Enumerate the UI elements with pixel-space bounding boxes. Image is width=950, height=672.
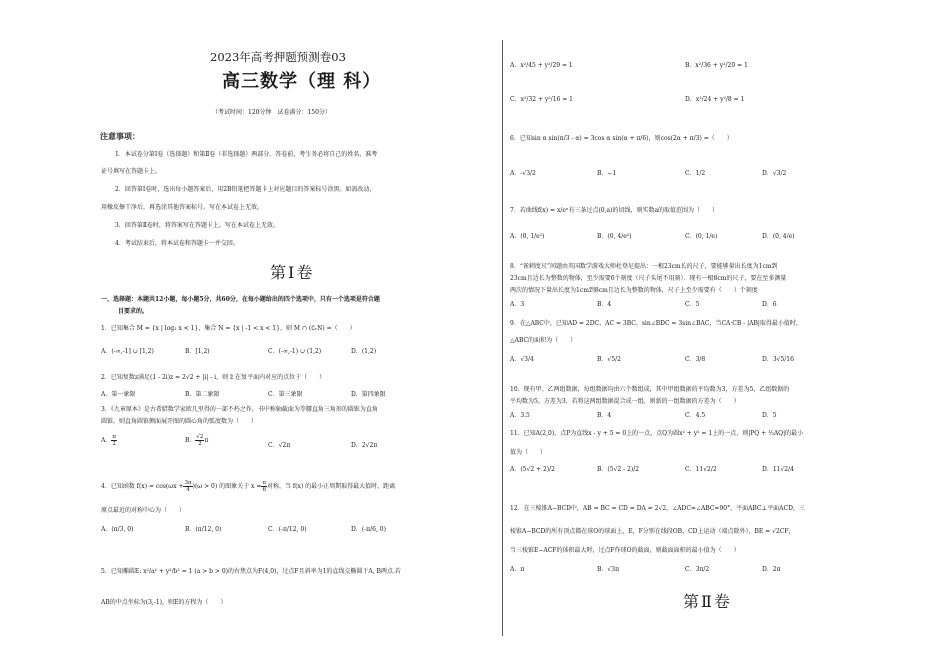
q4-option-b[interactable]: B．(π/12, 0) <box>185 526 222 533</box>
q3-line-2: 圆锥，则直角圆锥侧面展开图的圆心角的弧度数为（ ） <box>101 418 258 425</box>
q2-stem: 2．已知复数z满足(1 - 2i)z = 2√2 + |i| - i，则 z̄ 在复平面内对应的点位于（ ） <box>101 374 326 381</box>
q11-line-2: 值为（ ） <box>510 449 547 456</box>
q3-line-1: 3．《九章原本》是古希腊数学家欧几里得的一部不朽之作，书中称轴截面为等腰直角三角形的圆锥为直角 <box>101 406 378 413</box>
q4-line-2: 原点最近的对称中心为（ ） <box>101 507 186 514</box>
q7-option-b[interactable]: B．(0, 4/e²) <box>597 233 632 240</box>
q9-line-2: △ABC的面积为（ ） <box>510 337 577 344</box>
q6-option-c[interactable]: C．1/2 <box>685 170 706 177</box>
q12-option-b[interactable]: B．√3π <box>597 566 620 573</box>
note-line-6: 4．考试结束后，将本试卷和答题卡一并交回。 <box>115 240 239 247</box>
q5-option-c[interactable]: C．x²/32 + y²/16 = 1 <box>510 96 573 103</box>
exam-title: 高三数学（理 科） <box>222 71 382 92</box>
q8-line-1: 8．“雀刺度尺”问题由英国数学游戏大师杜登尼提出：一根23cm长的尺子，要能够量出长度为1cm到 <box>510 263 778 270</box>
q10-option-a[interactable]: A．3.5 <box>510 412 530 419</box>
q11-option-b[interactable]: B．(5√2 - 2)/2 <box>597 466 640 473</box>
q10-line-1: 10．现有甲、乙两组数据，每组数据均由六个数组成，其中甲组数据的平均数为3，方差为5，乙组数据的 <box>510 386 790 393</box>
note-line-1: 1．本试卷分第Ⅰ卷（选择题）和第Ⅱ卷（非选择题）两部分。答卷前，考生务必将自己的姓名、准考 <box>115 151 378 158</box>
note-line-2: 证号填写在答题卡上。 <box>101 168 162 175</box>
notes-heading: 注意事项： <box>100 131 140 141</box>
q12-line-2: 棱锥A−BCD的所有顶点都在球O的球面上，E，F分别在线段OB，CD上运动（端点除外），BE = √2CF， <box>510 528 795 535</box>
q5-line-2: AB的中点坐标为(3,-1)，则E的方程为（ ） <box>101 599 227 606</box>
q10-option-b[interactable]: B．4 <box>597 412 612 419</box>
q1-option-c[interactable]: C．(-∞,-1) ∪ (1,2) <box>268 348 322 355</box>
q11-option-a[interactable]: A．(5√2 + 2)/2 <box>510 466 555 473</box>
q7-option-d[interactable]: D．(0, 4/e) <box>762 233 795 240</box>
q10-option-d[interactable]: D．5 <box>762 412 777 419</box>
q1-option-d[interactable]: D．(1,2) <box>351 348 377 355</box>
note-line-4: 用橡皮擦干净后，再选涂其他答案标号。写在本试卷上无效。 <box>101 204 264 211</box>
note-line-5: 3．回答第Ⅱ卷时，将答案写在答题卡上。写在本试卷上无效。 <box>115 222 279 229</box>
q5-stem: 5．已知椭圆E: x²/a² + y²/b² = 1 (a > b > 0)的右焦点为F(4,0)，过点F且斜率为1的直线交椭圆于A, B两点.若 <box>101 568 401 575</box>
q3-option-c[interactable]: C．√2π <box>268 442 291 449</box>
q9-option-d[interactable]: D．3√5/16 <box>762 356 794 363</box>
q1-stem: 1．已知集合 M = {x | log₂ x < 1}，集合 N = {x | -1 < x < 1}，则 M ∩ (∁ᵣN) =（ ） <box>101 325 356 332</box>
q9-option-b[interactable]: B．√5/2 <box>597 356 621 363</box>
q11-option-d[interactable]: D．11√2/4 <box>762 466 794 473</box>
q1-option-b[interactable]: B．[1,2) <box>185 348 210 355</box>
q3-option-a[interactable]: A． $\frac{\pi}{2}$ <box>101 434 116 447</box>
q11-option-c[interactable]: C．11√2/2 <box>685 466 717 473</box>
q12-option-d[interactable]: D．2π <box>762 566 781 573</box>
q6-option-d[interactable]: D．√3/2 <box>762 170 787 177</box>
q6-option-b[interactable]: B．−1 <box>597 170 617 177</box>
q2-option-b[interactable]: B．第二象限 <box>185 391 220 398</box>
q12-stem: 12．在三棱锥A−BCD中，AB = BC = CD = DA = 2√2，∠ADC=∠ABC=90°，平面ABC⊥平面ACD，三 <box>510 505 805 512</box>
exam-subtitle: 2023年高考押题预测卷03 <box>210 50 346 64</box>
q11-stem: 11．已知A(2,0)，点P为直线x - y + 5 = 0上的一点，点Q为圆x² + y² = 1上的一点，则|PQ + ½AQ|的最小 <box>510 430 804 437</box>
q9-option-a[interactable]: A．√3/4 <box>510 356 534 363</box>
note-line-3: 2．回答第Ⅰ卷时，选出每小题答案后，用2B铅笔把答题卡上对应题目的答案标号涂黑。如需改动， <box>115 186 376 193</box>
q2-option-c[interactable]: C．第三象限 <box>268 391 303 398</box>
section-1-instruction-2: 目要求的。 <box>118 308 149 315</box>
q7-stem: 7．若曲线f(x) = x/eˣ有三条过点(0,a)的切线，则实数a的取值范围为（ ） <box>510 207 719 214</box>
q10-option-c[interactable]: C．4.5 <box>685 412 706 419</box>
q12-line-3: 当三棱锥E−ACF的体积最大时，过点F作球O的截面，则截面面积的最小值为（ ） <box>510 547 740 554</box>
q2-option-d[interactable]: D．第四象限 <box>351 391 386 398</box>
q8-line-3: 两次的情况下量出长度为1cm到8cm且边长为整数的物体，尺子上至少需要有（ ）个刻度 <box>510 287 758 294</box>
q5-option-d[interactable]: D．x²/24 + y²/8 = 1 <box>685 96 745 103</box>
q1-option-a[interactable]: A．(-∞,-1] ∪ [1,2) <box>101 348 154 355</box>
q6-stem: 6．已知sin α sin(π/3 - α) = 3cos α sin(α + π/6)，则cos(2α + π/3) =（ ） <box>510 135 733 142</box>
q9-stem: 9．在△ABC中，已知AD = 2DC，AC = 3BC，sin∠BDC = 3sin∠BAC，当CA·CB - |AB|取得最小值时， <box>510 320 802 327</box>
section-1-title: 第Ⅰ卷 <box>270 263 315 282</box>
q4-option-d[interactable]: D．(-π/6, 0) <box>351 526 386 533</box>
exam-info: （考试时间：120分钟 试卷满分：150分） <box>212 109 331 116</box>
q9-option-c[interactable]: C．3/8 <box>685 356 706 363</box>
q4-option-c[interactable]: C．(-π/12, 0) <box>268 526 307 533</box>
q5-option-b[interactable]: B．x²/36 + y²/20 = 1 <box>685 62 748 69</box>
q8-option-a[interactable]: A．3 <box>510 301 525 308</box>
q3-option-d[interactable]: D．2√2π <box>351 442 378 449</box>
q4-stem: 4．已知函数 f(x) = cos(ωx + $\frac{3\pi}{4}$ )(ω > 0) 的图象关于 x = $\frac{\pi}{6}$ 对称，当 f(x) 的最小正周期取得最大值时，距离 <box>101 480 396 493</box>
q8-line-2: 23cm且边长为整数的物体，至少需要6个刻度（尺子头尾不用刻）．现有一根8cm的尺子，要在至多测量 <box>510 275 787 282</box>
q3-option-b[interactable]: B． $\frac{√2}{2}$ π <box>185 434 209 447</box>
section-2-title: 第Ⅱ卷 <box>683 592 732 611</box>
q4-option-a[interactable]: A．(π/3, 0) <box>101 526 134 533</box>
q2-option-a[interactable]: A．第一象限 <box>101 391 136 398</box>
q12-option-a[interactable]: A．π <box>510 566 525 573</box>
column-divider <box>502 40 503 636</box>
q12-option-c[interactable]: C．3π/2 <box>685 566 710 573</box>
q8-option-c[interactable]: C．5 <box>685 301 700 308</box>
q10-line-2: 平均数为5，方差为3．若将这两组数据混合成一组，则新的一组数据的方差为（ ） <box>510 398 740 405</box>
q7-option-a[interactable]: A．(0, 1/e²) <box>510 233 545 240</box>
q6-option-a[interactable]: A．-√3/2 <box>510 170 536 177</box>
section-1-instruction-1: 一、选择题：本题共12小题，每小题5分，共60分，在每小题给出的四个选项中，只有一个选项是符合题 <box>101 296 380 303</box>
q7-option-c[interactable]: C．(0, 1/e) <box>685 233 718 240</box>
q8-option-b[interactable]: B．4 <box>597 301 612 308</box>
q8-option-d[interactable]: D．6 <box>762 301 777 308</box>
q5-option-a[interactable]: A．x²/45 + y²/29 = 1 <box>510 62 573 69</box>
